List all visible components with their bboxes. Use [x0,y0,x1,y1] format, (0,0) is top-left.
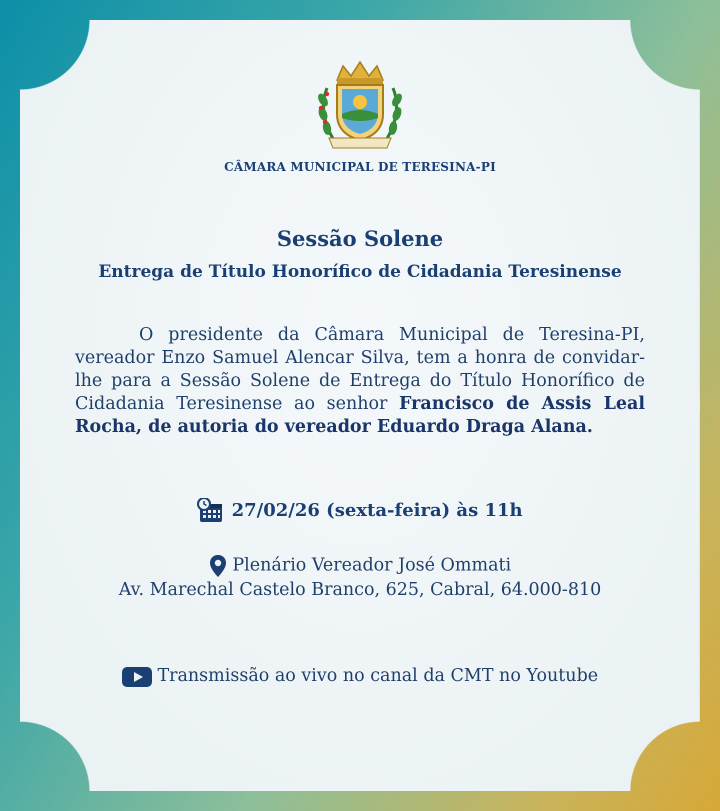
stream-text: Transmissão ao vivo no canal da CMT no Youtube [157,666,599,686]
institution-name: CÂMARA MUNICIPAL DE TERESINA-PI [224,160,496,174]
event-date [0,498,720,524]
youtube-icon [122,667,152,687]
address-text: Av. Marechal Castelo Branco, 625, Cabral, 64.000-810 [118,580,602,600]
coat-of-arms-icon [313,58,407,154]
invitation-text: O presidente da Câmara Municipal de Teresina-PI, vereador Enzo Samuel Alencar Silva, tem a honra de convidar-lhe para a Sessão Solene de Entrega do Título Honorífico de Cidadania Teresinense ao senhor [75,325,645,414]
event-subtitle: Entrega de Título Honorífico de Cidadania Teresinense [98,262,622,282]
invitation-paragraph [75,324,645,439]
venue-text: Plenário Vereador José Ommati [232,555,512,576]
map-pin-icon [209,554,227,578]
stream-row [0,666,720,687]
venue-row [0,554,720,578]
event-title: Sessão Solene [276,226,444,251]
date-text: 27/02/26 (sexta-feira) às 11h [231,500,523,521]
honoree-text: Francisco de Assis Leal Rocha, de autoria do vereador Eduardo Draga Alana. [75,394,645,437]
calendar-clock-icon [197,498,225,524]
